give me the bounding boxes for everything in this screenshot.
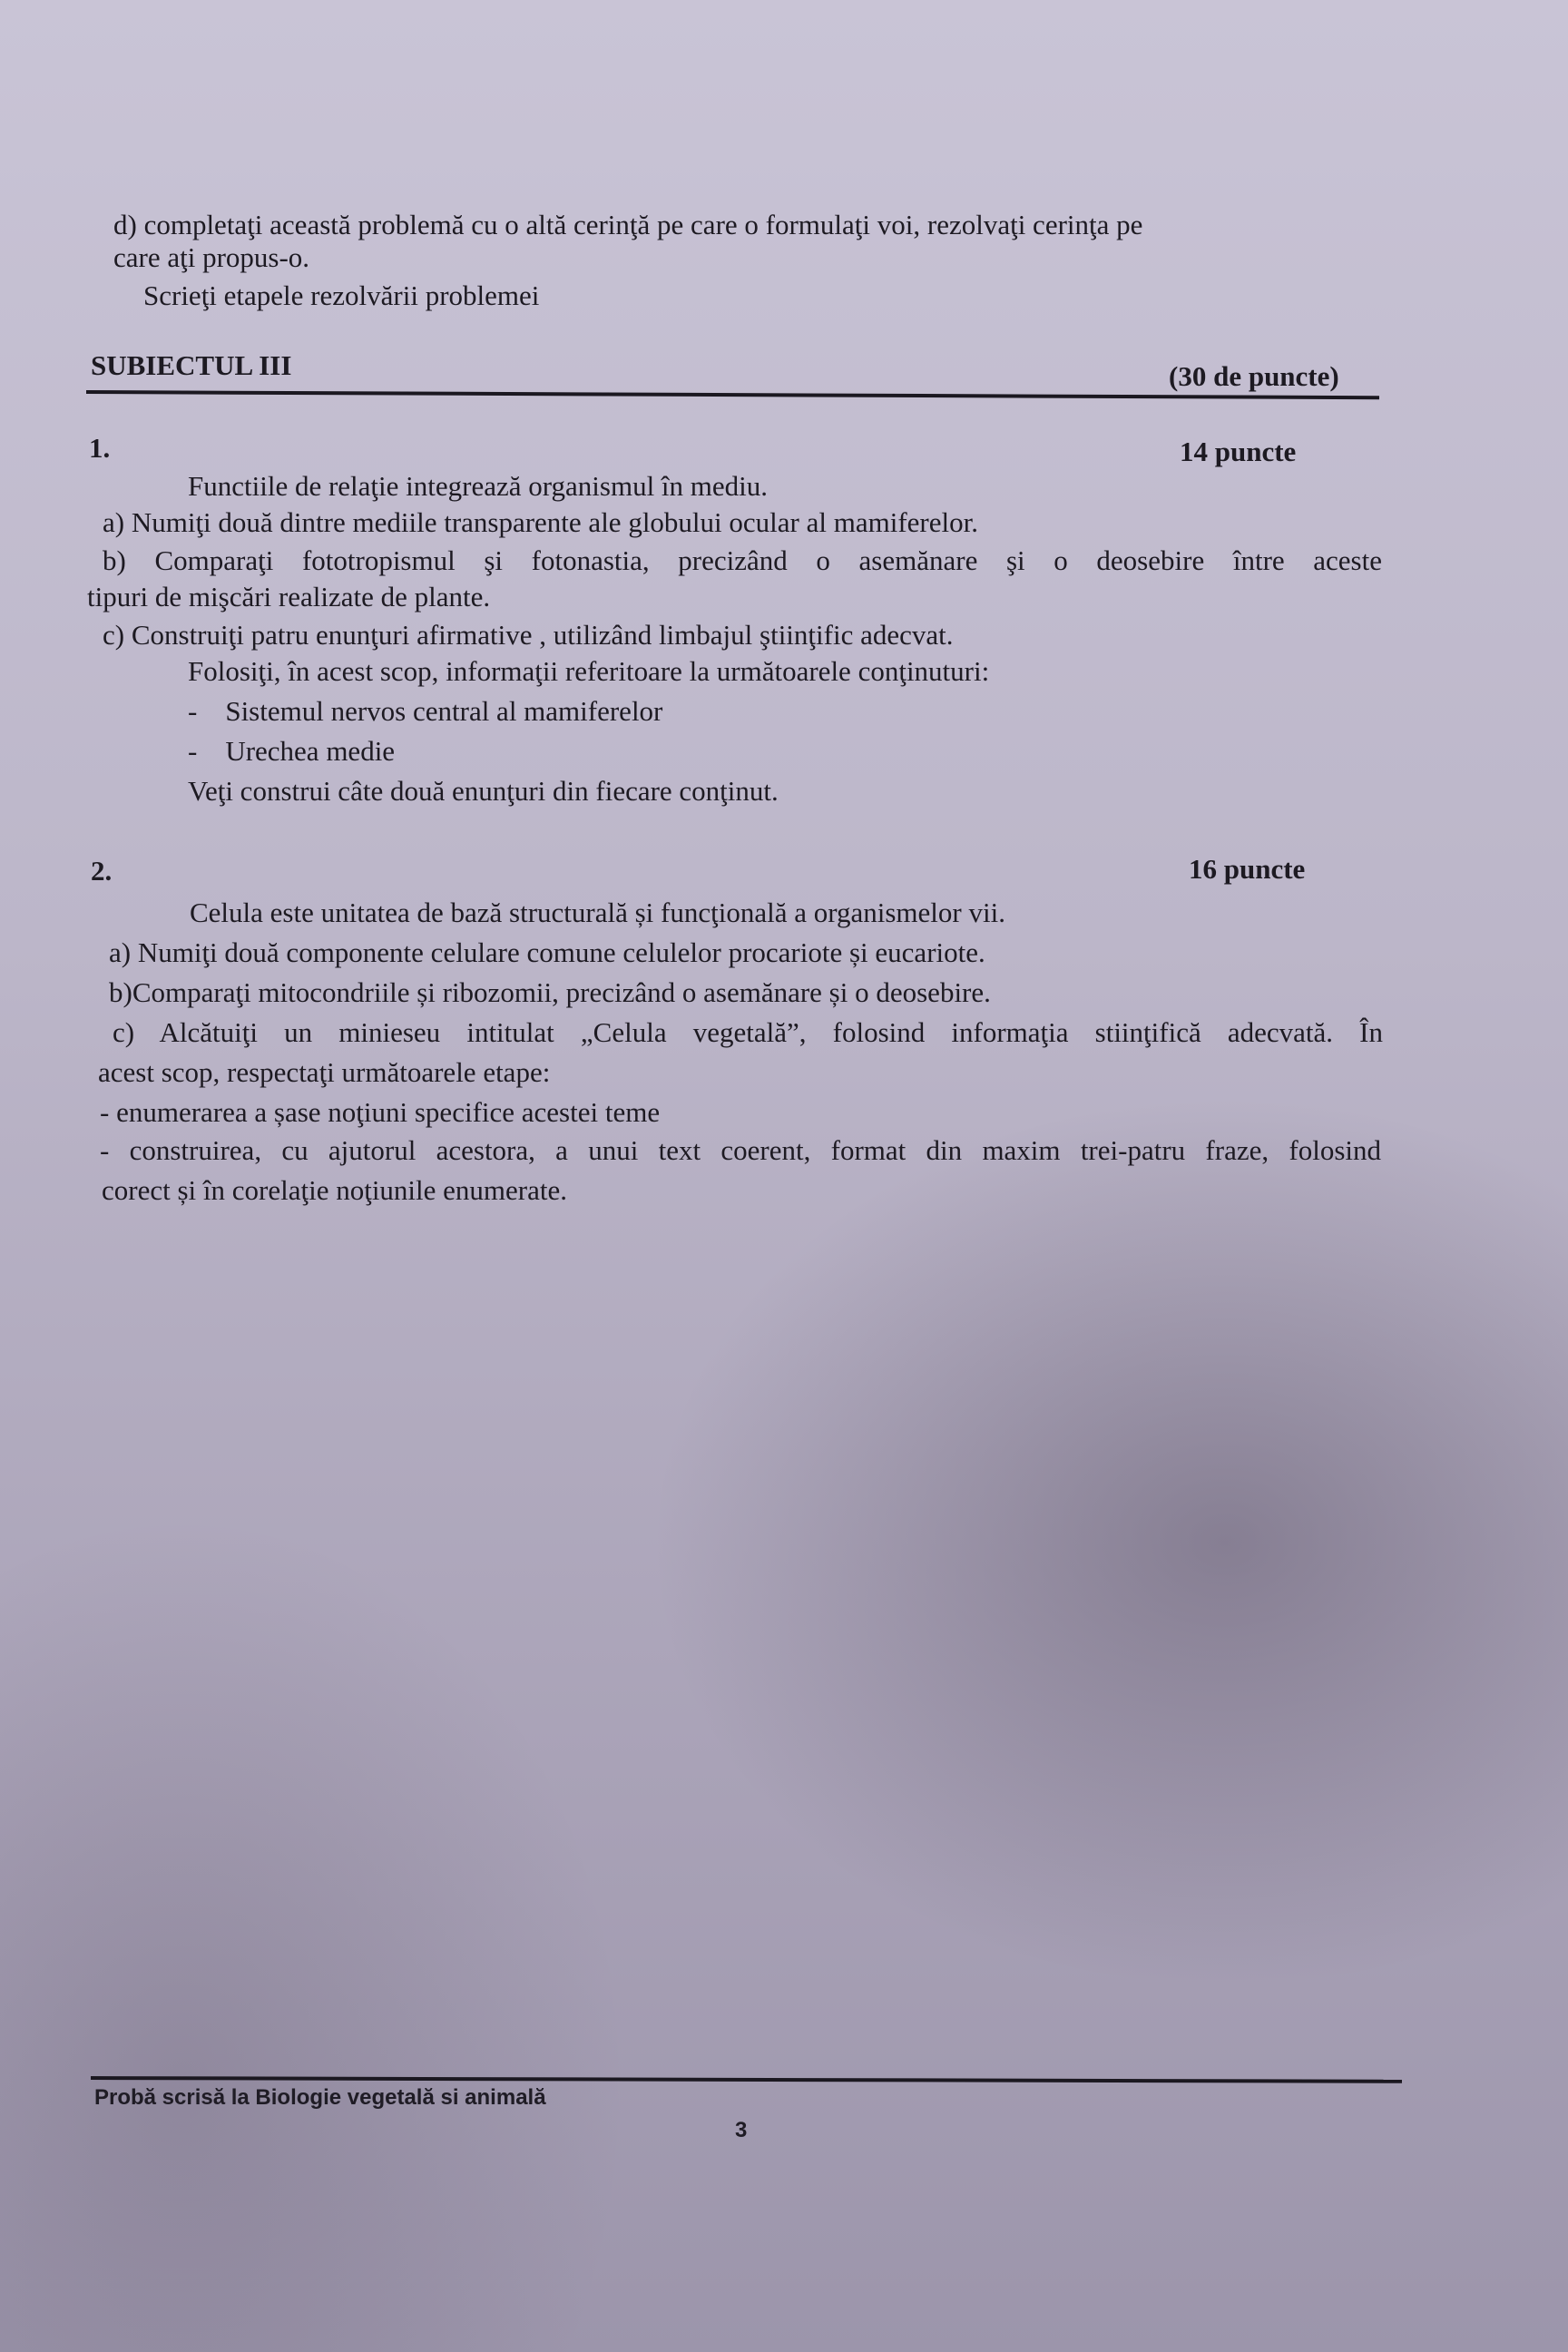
q1-points: 14 puncte — [1180, 436, 1297, 467]
q2-line: corect și în corelaţie noţiunile enumerate. — [102, 1174, 567, 1206]
q2-points: 16 puncte — [1189, 853, 1306, 885]
q2-line: c) Alcătuiţi un minieseu intitulat „Celula vegetală”, folosind informaţia stiinţifică adecvată. În — [113, 1016, 1383, 1048]
footer-title: Probă scrisă la Biologie vegetală si animală — [94, 2085, 546, 2110]
q1-line: Functiile de relaţie integrează organismul în mediu. — [188, 470, 769, 502]
page-number: 3 — [735, 2118, 748, 2142]
q1-line: b) Comparaţi fototropismul şi fotonastia, precizând o asemănare şi o deosebire între aceste — [103, 544, 1382, 576]
q1-line: c) Construiţi patru enunţuri afirmative , utilizând limbajul ştiinţific adecvat. — [103, 619, 954, 651]
subject-points: (30 de puncte) — [1169, 360, 1339, 392]
q2-line: - construirea, cu ajutorul acestora, a unui text coerent, format din maxim trei-patru fraze, folosind — [100, 1134, 1381, 1166]
q2-line: - enumerarea a șase noţiuni specifice acestei teme — [100, 1096, 661, 1128]
q1-line: Veţi construi câte două enunţuri din fiecare conţinut. — [188, 775, 779, 807]
q1-number: 1. — [89, 432, 111, 464]
q1-line: a) Numiţi două dintre mediile transparente ale globului ocular al mamiferelor. — [103, 506, 978, 538]
intro-line-2: care aţi propus-o. — [113, 241, 310, 273]
intro-line-3: Scrieţi etapele rezolvării problemei — [143, 279, 540, 311]
q2-number: 2. — [91, 855, 113, 887]
q1-line: - Urechea medie — [188, 735, 396, 767]
q1-line: - Sistemul nervos central al mamiferelor — [188, 695, 663, 727]
q2-line: b)Comparaţi mitocondriile și ribozomii, precizând o asemănare și o deosebire. — [109, 976, 991, 1008]
q2-line: a) Numiţi două componente celulare comune celulelor procariote și eucariote. — [109, 936, 985, 968]
q1-line: Folosiţi, în acest scop, informaţii referitoare la următoarele conţinuturi: — [188, 655, 990, 687]
q2-line: Celula este unitatea de bază structurală și funcţională a organismelor vii. — [190, 897, 1005, 928]
q1-line: tipuri de mişcări realizate de plante. — [87, 581, 491, 612]
footer-rule — [91, 2076, 1402, 2083]
q2-line: acest scop, respectaţi următoarele etape: — [98, 1056, 551, 1088]
intro-line-1: d) completaţi această problemă cu o altă cerinţă pe care o formulaţi voi, rezolvaţi cerinţa pe — [113, 209, 1143, 240]
subject-title: SUBIECTUL III — [91, 349, 292, 381]
